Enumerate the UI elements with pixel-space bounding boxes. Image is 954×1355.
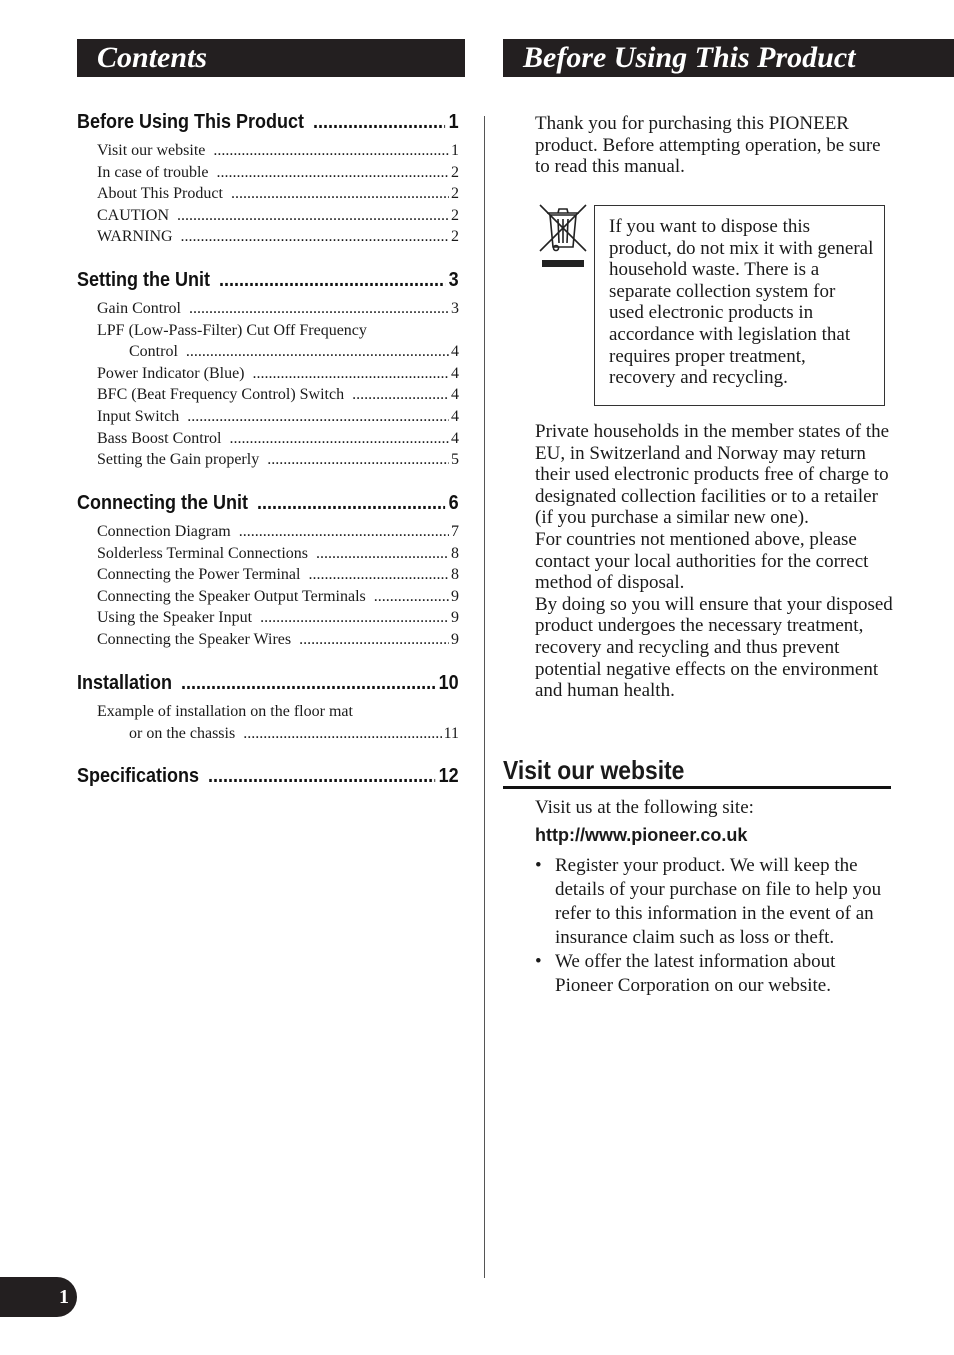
toc-entry-label: Gain Control — [97, 300, 181, 317]
toc-entry[interactable] — [77, 701, 459, 723]
toc-entry-label: Connecting the Power Terminal — [97, 566, 301, 584]
toc-entry-label: WARNING — [97, 228, 173, 246]
dot-leader — [352, 384, 449, 406]
toc-entry[interactable] — [77, 384, 459, 406]
toc-entry-label: Connecting the Speaker Wires — [97, 630, 292, 648]
toc-entry-label: Using the Speaker Input — [97, 609, 253, 627]
toc-entry[interactable] — [77, 723, 459, 745]
toc-entry-label: CAUTION — [97, 206, 169, 224]
toc-entry-label: Connecting the Speaker Output Terminals — [97, 587, 366, 605]
dot-leader — [186, 341, 449, 363]
toc-entry-page: 4 — [451, 429, 459, 447]
toc-entry[interactable] — [77, 226, 459, 248]
toc-entry-page: 9 — [451, 630, 459, 648]
toc-entry[interactable] — [77, 586, 459, 608]
toc-entry-page: 3 — [451, 300, 459, 317]
toc-entry-page: 1 — [451, 142, 459, 159]
dot-leader — [219, 269, 445, 292]
environment-paragraph: By doing so you will ensure that your disposed product undergoes the necessary treatment, recovery and recycling and thus prevent potential negative effects on the environment and human health. — [535, 593, 893, 702]
toc-entry-label: Control — [129, 343, 178, 361]
toc-section-heading[interactable] — [77, 111, 459, 134]
dot-leader — [374, 586, 449, 608]
dot-leader — [260, 607, 449, 629]
list-item: • We offer the latest information about Pioneer Corporation on our website. — [535, 950, 895, 998]
toc-entry[interactable] — [77, 564, 459, 586]
toc-entry[interactable] — [77, 406, 459, 428]
page-number-tab: 1 — [0, 1277, 77, 1317]
toc-section — [77, 492, 459, 651]
toc-entry-page: 11 — [443, 724, 459, 742]
toc-section-heading[interactable] — [77, 672, 459, 695]
toc-entry-page: 2 — [451, 163, 459, 181]
column-divider — [484, 116, 485, 1278]
dot-leader — [181, 672, 435, 695]
toc-entry-label: In case of trouble — [97, 163, 209, 181]
section-banner: Before Using This Product — [503, 39, 954, 77]
toc-entry[interactable] — [77, 629, 459, 651]
toc-heading-page: 1 — [448, 111, 459, 133]
visit-intro: Visit us at the following site: — [535, 797, 754, 818]
contents-banner: Contents — [77, 39, 465, 77]
toc-entry-page: 5 — [451, 451, 459, 469]
dot-leader — [208, 765, 435, 788]
toc-section — [77, 111, 459, 248]
toc-heading-page: 3 — [448, 269, 459, 291]
disposal-notice-box: If you want to dispose this product, do not mix it with general household waste. There is a separate collection system for used electronic products in accordance with legislation that requires proper treatment, recovery and recycling. — [594, 205, 885, 406]
toc-entry[interactable] — [77, 607, 459, 629]
toc-entry-label: Example of installation on the floor mat — [97, 703, 353, 720]
dot-leader — [253, 363, 449, 385]
toc-heading-title: Specifications — [77, 765, 200, 787]
toc-entry-label: About This Product — [97, 185, 223, 203]
toc-entry[interactable] — [77, 449, 459, 471]
toc-section — [77, 269, 459, 471]
other-countries-paragraph: For countries not mentioned above, please contact your local authorities for the correct method of disposal. — [535, 528, 869, 594]
toc-section — [77, 765, 459, 794]
toc-entry[interactable] — [77, 363, 459, 385]
toc-heading-title: Installation — [77, 672, 173, 694]
toc-entry-label: Input Switch — [97, 407, 180, 425]
disposal-info — [535, 421, 895, 702]
toc-entry-page: 8 — [451, 544, 459, 562]
toc-entry[interactable] — [77, 428, 459, 450]
toc-entry-label: Visit our website — [97, 142, 206, 159]
toc-section-heading[interactable] — [77, 492, 459, 515]
toc-entry[interactable] — [77, 521, 459, 543]
dot-leader — [316, 543, 449, 565]
dot-leader — [313, 111, 445, 134]
toc-heading-page: 12 — [438, 765, 459, 787]
toc-entry-page: 4 — [451, 386, 459, 404]
dot-leader — [257, 492, 445, 515]
toc-entry-label: Connection Diagram — [97, 523, 231, 540]
dot-leader — [181, 226, 449, 248]
intro-paragraph: Thank you for purchasing this PIONEER product. Before attempting operation, be sure to read this manual. — [535, 113, 881, 178]
toc-section — [77, 672, 459, 744]
toc-entry-page: 2 — [451, 185, 459, 203]
dot-leader — [308, 564, 449, 586]
private-households-paragraph: Private households in the member states of the EU, in Switzerland and Norway may return their used electronic products free of charge to designated collection facilities or to a retailer (if you purchase a similar new one). — [535, 421, 890, 529]
website-link[interactable]: http://www.pioneer.co.uk — [535, 825, 748, 845]
toc-entry-page: 7 — [451, 523, 459, 540]
toc-entry[interactable] — [77, 183, 459, 205]
toc-entry-label: or on the chassis — [129, 724, 236, 742]
toc-entry-page: 4 — [451, 364, 459, 382]
toc-entry-page: 9 — [451, 587, 459, 605]
toc-entry-page: 8 — [451, 566, 459, 584]
toc-section-heading[interactable] — [77, 269, 459, 292]
dot-leader — [267, 449, 449, 471]
toc-entry[interactable] — [77, 162, 459, 184]
toc-entry[interactable] — [77, 341, 459, 363]
toc-entry-label: BFC (Beat Frequency Control) Switch — [97, 386, 345, 404]
toc-heading-title: Before Using This Product — [77, 111, 305, 133]
dot-leader — [243, 723, 441, 745]
visit-heading-text: Visit our website — [503, 755, 685, 785]
dot-leader — [187, 406, 449, 428]
toc-entry[interactable] — [77, 298, 459, 320]
dot-leader — [213, 140, 449, 162]
toc-entry[interactable] — [77, 320, 459, 342]
toc-entry-page: 4 — [451, 343, 459, 361]
visit-website-heading — [503, 755, 891, 789]
toc-heading-title: Connecting the Unit — [77, 492, 248, 514]
toc-entry-page: 2 — [451, 206, 459, 224]
dot-leader — [299, 629, 449, 651]
toc-heading-page: 10 — [438, 672, 459, 694]
toc-entry-label: LPF (Low-Pass-Filter) Cut Off Frequency — [97, 321, 367, 339]
toc-heading-page: 6 — [448, 492, 459, 514]
toc-entry-label: Bass Boost Control — [97, 429, 222, 447]
dot-leader — [231, 183, 449, 205]
toc-entry-label: Power Indicator (Blue) — [97, 364, 245, 382]
toc-entry-label: Solderless Terminal Connections — [97, 544, 308, 562]
toc-entry-page: 2 — [451, 228, 459, 246]
dot-leader — [229, 428, 449, 450]
toc-section-heading[interactable] — [77, 765, 459, 788]
toc-heading-title: Setting the Unit — [77, 269, 210, 291]
toc-entry-page: 9 — [451, 609, 459, 627]
website-benefits-list — [535, 854, 895, 998]
dot-leader — [239, 521, 449, 543]
dot-leader — [217, 162, 449, 184]
toc-entry[interactable] — [77, 543, 459, 565]
dot-leader — [189, 298, 449, 320]
toc-entry[interactable] — [77, 140, 459, 162]
dot-leader — [177, 205, 449, 227]
list-item: • Register your product. We will keep the details of your purchase on file to help you refer to this information in the event of an insurance claim such as loss or theft. — [535, 854, 895, 950]
toc-entry[interactable] — [77, 205, 459, 227]
crossed-out-wheelie-bin-icon — [536, 203, 590, 269]
toc-entry-page: 4 — [451, 407, 459, 425]
toc-entry-label: Setting the Gain properly — [97, 451, 260, 469]
